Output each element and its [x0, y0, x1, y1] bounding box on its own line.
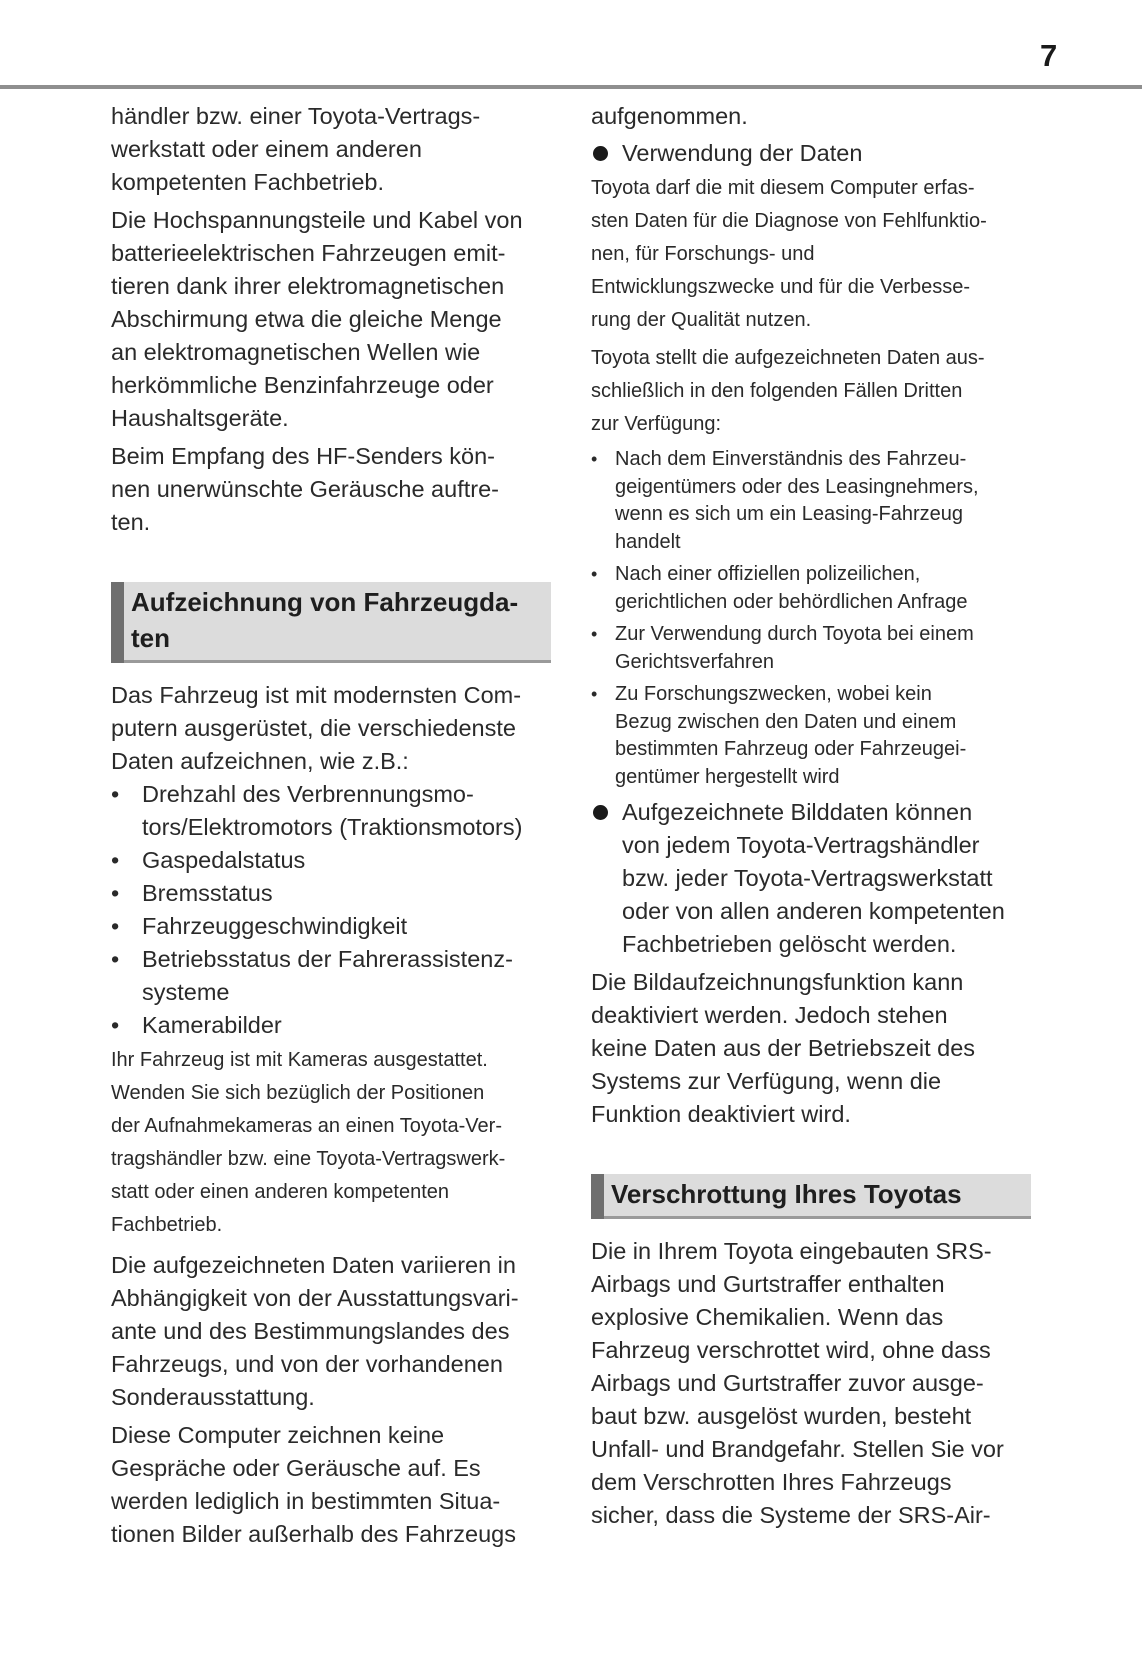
text-line: sicher, dass die Systeme der SRS-Air-	[591, 1502, 991, 1528]
text-line: Die Bildaufzeichnungsfunktion kann	[591, 969, 964, 995]
text-line: rung der Qualität nutzen.	[591, 309, 812, 331]
text-line: Nach dem Einverständnis des Fahrzeu-	[615, 448, 967, 470]
text-line: Funktion deaktiviert wird.	[591, 1101, 851, 1127]
text-line: werkstatt oder einem anderen	[111, 136, 422, 162]
list-item	[591, 681, 1031, 791]
text-line: tieren dank ihrer elektromagnetischen	[111, 273, 505, 299]
text-line: Aufgezeichnete Bilddaten können	[622, 799, 973, 825]
text-line: putern ausgerüstet, die verschiedenste	[111, 715, 516, 741]
text-line: Das Fahrzeug ist mit modernsten Com-	[111, 682, 522, 708]
text-line: nen unerwünschte Geräusche auftre-	[111, 476, 499, 502]
text-line: Diese Computer zeichnen keine	[111, 1422, 445, 1448]
text-line: wenn es sich um ein Leasing-Fahrzeug	[615, 503, 963, 525]
text-line: Abschirmung etwa die gleiche Menge	[111, 306, 502, 332]
text-line: systeme	[142, 979, 230, 1005]
image-data-item	[591, 796, 1031, 961]
heading-line: Aufzeichnung von Fahrzeugda-	[131, 587, 519, 617]
text-line: sten Daten für die Diagnose von Fehlfunktio-	[591, 210, 987, 232]
left-column	[111, 100, 551, 1556]
data-intro-paragraph	[111, 679, 551, 778]
text-line: geigentümers oder des Leasingnehmers,	[615, 475, 979, 498]
list-item	[591, 561, 1031, 616]
text-line: Die Hochspannungsteile und Kabel von	[111, 207, 523, 233]
text-line: Nach einer offiziellen polizeilichen,	[615, 563, 921, 585]
text-line: handelt	[615, 530, 681, 553]
usage-paragraph	[591, 172, 1031, 337]
text-line: Gaspedalstatus	[142, 847, 306, 873]
text-line: händler bzw. einer Toyota-Vertrags-	[111, 103, 481, 129]
text-line: statt oder einen anderen kompetenten	[111, 1181, 450, 1203]
third-party-paragraph	[591, 342, 1031, 441]
text-line: Die in Ihrem Toyota eingebauten SRS-	[591, 1238, 992, 1264]
text-line: gerichtlichen oder behördlichen Anfrage	[615, 590, 968, 613]
text-line: Systems zur Verfügung, wenn die	[591, 1068, 942, 1094]
hv-paragraph	[111, 204, 551, 435]
text-line: Fahrzeuggeschwindigkeit	[142, 913, 408, 939]
text-line: Gespräche oder Geräusche auf. Es	[111, 1455, 481, 1481]
text-line: Beim Empfang des HF-Senders kön-	[111, 443, 495, 469]
computer-paragraph	[111, 1419, 551, 1551]
text-line: Abhängigkeit von der Ausstattungsvari-	[111, 1285, 519, 1311]
text-line: tionen Bilder außerhalb des Fahrzeugs	[111, 1521, 516, 1547]
text-line: Toyota stellt die aufgezeichneten Daten aus-	[591, 347, 985, 369]
intro-paragraph	[111, 100, 551, 199]
usage-heading-item	[591, 137, 1031, 170]
text-line: Ihr Fahrzeug ist mit Kameras ausgestattet.	[111, 1049, 488, 1071]
text-line: gentümer hergestellt wird	[615, 765, 840, 788]
list-item	[111, 910, 551, 943]
text-line: schließlich in den folgenden Fällen Dritten	[591, 380, 963, 402]
text-line: Sonderausstattung.	[111, 1384, 315, 1410]
text-line: Zu Forschungszwecken, wobei kein	[615, 683, 932, 705]
bullet-dot-icon	[593, 805, 608, 820]
text-line: batterieelektrischen Fahrzeugen emit-	[111, 240, 506, 266]
list-item	[111, 877, 551, 910]
text-line: deaktiviert werden. Jedoch stehen	[591, 1002, 948, 1028]
text-line: nen, für Forschungs- und	[591, 243, 815, 265]
text-line: der Aufnahmekameras an einen Toyota-Ver-	[111, 1115, 502, 1137]
scrap-paragraph	[591, 1235, 1031, 1532]
text-line: Kamerabilder	[142, 1012, 282, 1038]
right-column	[591, 100, 1031, 1537]
text-line: an elektromagnetischen Wellen wie	[111, 339, 481, 365]
section-heading-vehicle-data	[111, 582, 551, 663]
text-line: Entwicklungszwecke und für die Verbesse-	[591, 276, 971, 298]
text-line: ante und des Bestimmungslandes des	[111, 1318, 510, 1344]
variation-paragraph	[111, 1249, 551, 1414]
list-item	[111, 844, 551, 877]
camera-note	[111, 1044, 551, 1242]
text-line: Airbags und Gurtstraffer enthalten	[591, 1271, 945, 1297]
page-number: 7	[1040, 38, 1058, 73]
heading-line: ten	[131, 623, 170, 653]
text-line: ten.	[111, 509, 151, 535]
text-line: dem Verschrotten Ihres Fahrzeugs	[591, 1469, 952, 1495]
header-rule	[0, 85, 1142, 89]
text-line: keine Daten aus der Betriebszeit des	[591, 1035, 976, 1061]
text-line: Unfall- und Brandgefahr. Stellen Sie vor	[591, 1436, 1004, 1462]
text-line: Fahrzeug verschrottet wird, ohne dass	[591, 1337, 991, 1363]
recorded-data-list	[111, 778, 551, 1042]
text-line: Bremsstatus	[142, 880, 273, 906]
text-line: bzw. jeder Toyota-Vertragswerkstatt	[622, 865, 993, 891]
text-line: Wenden Sie sich bezüglich der Positionen	[111, 1082, 485, 1104]
text-line: Gerichtsverfahren	[615, 650, 774, 673]
text-line: Daten aufzeichnen, wie z.B.:	[111, 748, 409, 774]
text-line: Airbags und Gurtstraffer zuvor ausge-	[591, 1370, 984, 1396]
third-party-list	[591, 446, 1031, 791]
text-line: Betriebsstatus der Fahrerassistenz-	[142, 946, 513, 972]
text-line: kompetenten Fachbetrieb.	[111, 169, 385, 195]
text-line: baut bzw. ausgelöst wurden, besteht	[591, 1403, 972, 1429]
usage-heading: Verwendung der Daten	[622, 140, 863, 166]
text-line: Fachbetrieben gelöscht werden.	[622, 931, 957, 957]
deactivate-paragraph	[591, 966, 1031, 1131]
text-line: Zur Verwendung durch Toyota bei einem	[615, 623, 974, 645]
list-item	[591, 446, 1031, 556]
text-line: tors/Elektromotors (Traktionsmotors)	[142, 814, 523, 840]
list-item	[591, 621, 1031, 676]
text-line: zur Verfügung:	[591, 413, 722, 435]
text-line: Fahrzeugs, und von der vorhandenen	[111, 1351, 503, 1377]
list-item	[111, 1009, 551, 1042]
text-line: Toyota darf die mit diesem Computer erfas-	[591, 177, 975, 199]
bullet-dot-icon	[593, 146, 608, 161]
text-line: Bezug zwischen den Daten und einem	[615, 710, 957, 733]
text-line: explosive Chemikalien. Wenn das	[591, 1304, 944, 1330]
section-heading-scrapping	[591, 1174, 1031, 1219]
text-line: Haushaltsgeräte.	[111, 405, 289, 431]
list-item	[111, 943, 551, 1009]
heading-line: Verschrottung Ihres Toyotas	[611, 1179, 962, 1209]
text-line: Fachbetrieb.	[111, 1214, 223, 1236]
text-line: bestimmten Fahrzeug oder Fahrzeugei-	[615, 738, 967, 760]
list-item	[111, 778, 551, 844]
text-line: werden lediglich in bestimmten Situa-	[111, 1488, 501, 1514]
text-line: Drehzahl des Verbrennungsmo-	[142, 781, 474, 807]
text-line: von jedem Toyota-Vertragshändler	[622, 832, 980, 858]
continuation-text: aufgenommen.	[591, 103, 748, 129]
text-line: herkömmliche Benzinfahrzeuge oder	[111, 372, 494, 398]
text-line: tragshändler bzw. eine Toyota-Vertragswerk-	[111, 1148, 506, 1170]
text-line: oder von allen anderen kompetenten	[622, 898, 1005, 924]
hf-paragraph	[111, 440, 551, 539]
text-line: Die aufgezeichneten Daten variieren in	[111, 1252, 516, 1278]
